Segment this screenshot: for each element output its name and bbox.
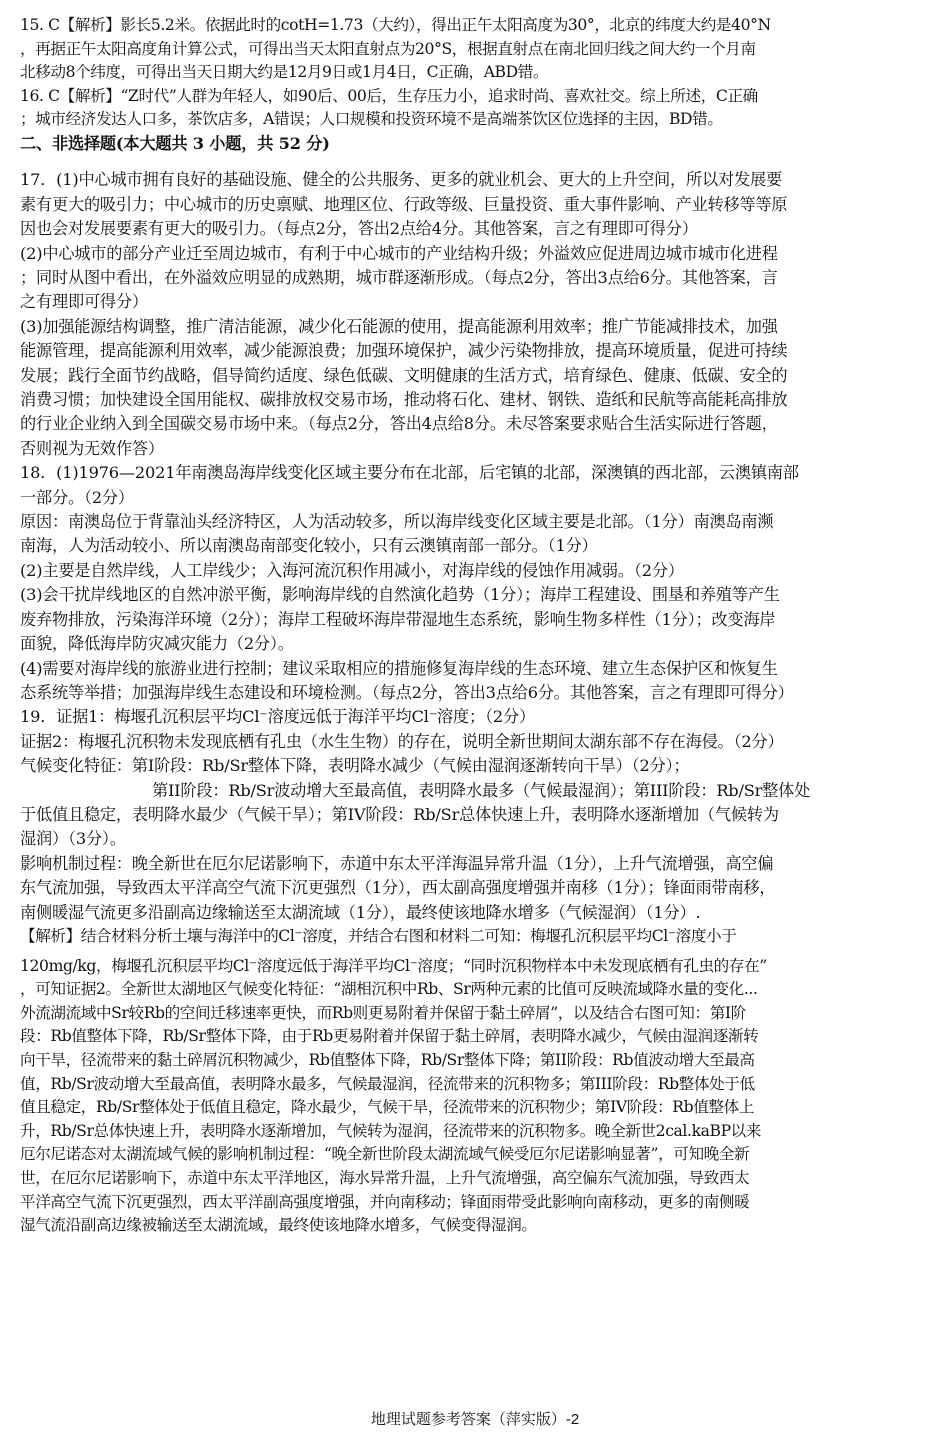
text-line: 东气流加强，导致西太平洋高空气流下沉更强烈（1分），西太副高强度增强并南移（1分）；锋面雨带南移， <box>20 878 776 898</box>
page-footer: 地理试题参考答案（萍实版）-2 <box>370 1411 580 1428</box>
text-line: 南侧暖湿气流更多沿副高边缘输送至太湖流域（1分），最终使该地降水增多（气候湿润）（1分）. <box>20 902 701 922</box>
text-line: 原因：南澳岛位于背靠汕头经济特区，人为活动较多，所以海岸线变化区域主要是北部。（1分）南澳岛南濒 <box>20 512 774 532</box>
answer-sheet <box>20 14 932 1238</box>
text-line: 否则视为无效作答） <box>20 438 164 458</box>
text-line: (2)主要是自然岸线，人工岸线少；入海河流沉积作用减小，对海岸线的侵蚀作用减弱。（2分） <box>20 560 684 580</box>
text-line: 影响机制过程：晚全新世在厄尔尼诺影响下，赤道中东太平洋海温异常升温（1分），上升气流增强，高空偏 <box>20 853 774 873</box>
text-line: ；城市经济发达人口多，茶饮店多，A错误；人口规模和投资环境不是高端茶饮区位选择的主因，BD错。 <box>20 110 723 129</box>
text-line: 湿润）（3分）。 <box>20 829 126 849</box>
text-line: 因也会对发展要素有更大的吸引力。（每点2分，答出2点给4分。其他答案，言之有理即可得分） <box>20 219 698 239</box>
text-line: 于低值且稳定，表明降水最少（气候干旱）；第IV阶段：Rb/Sr总体快速上升，表明降水逐渐增加（气候转为 <box>20 804 779 824</box>
text-line: 120mg/kg，梅堰孔沉积层平均Cl⁻溶度远低于海洋平均Cl⁻溶度；“同时沉积物样本中未发现底栖有孔虫的存在” <box>20 956 767 975</box>
q16-block <box>20 85 932 132</box>
text-line: 外流湖流域中Sr较Rb的空间迁移速率更快，而Rb则更易附着并保留于黏土碎屑”，以及结合右图可知：第I阶 <box>20 1003 746 1022</box>
q18-block <box>20 461 932 705</box>
text-line: 消费习惯；加快建设全国用能权、碳排放权交易市场，推动将石化、建材、钢铁、造纸和民航等高能耗高排放 <box>20 390 788 410</box>
text-line: 17．(1)中心城市拥有良好的基础设施、健全的公共服务、更多的就业机会、更大的上升空间，所以对发展要 <box>20 170 782 190</box>
text-line: 发展；践行全面节约战略，倡导简约适度、绿色低碳、文明健康的生活方式，培育绿色、健康、低碳、安全的 <box>20 365 788 385</box>
text-line: 向干旱，径流带来的黏土碎屑沉积物减少，Rb值整体下降，Rb/Sr整体下降；第II阶段：Rb值波动增大至最高 <box>20 1050 755 1069</box>
text-line: 废弃物排放，污染海洋环境（2分）；海岸工程破坏海岸带湿地生态系统，影响生物多样性（1分）；改变海岸 <box>20 609 776 629</box>
text-line: 19．证据1：梅堰孔沉积层平均Cl⁻溶度远低于海洋平均Cl⁻溶度；（2分） <box>20 707 535 727</box>
text-line: 态系统等举措；加强海岸线生态建设和环境检测。（每点2分，答出3点给6分。其他答案，言之有理即可得分） <box>20 682 794 702</box>
text-line: 北移动8个纬度，可得出当天日期大约是12月9日或1月4日，C正确，ABD错。 <box>20 63 549 82</box>
text-line: 湿气流沿副高边缘被输送至太湖流域，最终使该地降水增多，气候变得湿润。 <box>20 1216 537 1235</box>
text-line: (3)会干扰岸线地区的自然冲淤平衡，影响海岸线的自然演化趋势（1分）；海岸工程建设、围垦和养殖等产生 <box>20 585 780 605</box>
text-line: 一部分。（2分） <box>20 487 134 507</box>
text-line: (3)加强能源结构调整，推广清洁能源，减少化石能源的使用，提高能源利用效率；推广节能减排技术，加强 <box>20 316 778 336</box>
text-line: (4)需要对海岸线的旅游业进行控制；建议采取相应的措施修复海岸线的生态环境、建立生态保护区和恢复生 <box>20 658 778 678</box>
text-line: 厄尔尼诺态对太湖流域气候的影响机制过程：“晚全新世阶段太湖流域气候受厄尔尼诺影响显著”，可知晚全新 <box>20 1145 750 1164</box>
q19-block <box>20 705 932 1237</box>
q17-block <box>20 168 932 461</box>
text-line: 值且稳定，Rb/Sr整体处于低值且稳定，降水最少，气候干旱，径流带来的沉积物少；第IV阶段：Rb值整体上 <box>20 1098 754 1117</box>
text-line: 15. C【解析】影长5.2米。依据此时的cotH=1.73（大约），得出正午太阳高度为30°，北京的纬度大约是40°N <box>20 16 771 34</box>
text-line: 南海，人为活动较小、所以南澳岛南部变化较小，只有云澳镇南部一部分。（1分） <box>20 536 598 556</box>
text-line: ，再据正午太阳高度角计算公式，可得出当天太阳直射点为20°S，根据直射点在南北回归线之间大约一个月南 <box>20 39 756 58</box>
text-line: 值，Rb/Sr波动增大至最高值，表明降水最多，气候最湿润，径流带来的沉积物多；第III阶段：Rb整体处于低 <box>20 1074 755 1093</box>
section-heading: 二、非选择题(本大题共 3 小题，共 52 分) <box>20 133 330 153</box>
text-line: 的行业企业纳入到全国碳交易市场中来。（每点2分，答出4点给8分。未尽答案要求贴合生活实际进行答题， <box>20 414 778 434</box>
text-line: 第II阶段：Rb/Sr波动增大至最高值，表明降水最多（气候最湿润）；第III阶段：Rb/Sr整体处 <box>152 780 811 800</box>
q15-block <box>20 14 932 85</box>
text-line: 素有更大的吸引力；中心城市的历史禀赋、地理区位、行政等级、巨量投资、重大事件影响、产业转移等等原 <box>20 194 788 214</box>
text-line: 证据2：梅堰孔沉积物未发现底栖有孔虫（水生生物）的存在，说明全新世期间太湖东部不存在海侵。（2分） <box>20 731 784 751</box>
text-line: 气候变化特征：第I阶段：Rb/Sr整体下降，表明降水减少（气候由湿润逐渐转向干旱）（2分）； <box>20 756 690 776</box>
text-line: ，可知证据2。全新世太湖地区气候变化特征：“湖相沉积中Rb、Sr两种元素的比值可反映流域降水量的变化... <box>20 980 758 999</box>
text-line: 18．(1)1976—2021年南澳岛海岸线变化区域主要分布在北部，后宅镇的北部，深澳镇的西北部，云澳镇南部 <box>20 463 799 483</box>
analysis-heading-line: 【解析】结合材料分析土壤与海洋中的Cl⁻溶度，并结合右图和材料二可知：梅堰孔沉积层平均Cl⁻溶度小于 <box>20 926 737 945</box>
text-line: ；同时从图中看出，在外溢效应明显的成熟期，城市群逐渐形成。（每点2分，答出3点给6分。其他答案，言 <box>20 268 778 287</box>
text-line: 世，在厄尔尼诺影响下，赤道中东太平洋地区，海水异常升温，上升气流增强，高空偏东气流加强，导致西太 <box>20 1168 750 1187</box>
text-line: 升，Rb/Sr总体快速上升，表明降水逐渐增加，气候转为湿润，径流带来的沉积物多。晚全新世2cal.kaBP以来 <box>20 1121 762 1140</box>
text-line: 16. C【解析】“Z时代”人群为年轻人，如90后、00后，生存压力小，追求时尚、喜欢社交。综上所述，C正确 <box>20 86 758 105</box>
text-line: 平洋高空气流下沉更强烈，西太平洋副高强度增强，并向南移动；锋面雨带受此影响向南移动，更多的南侧暖 <box>20 1192 750 1211</box>
text-line: 段：Rb值整体下降，Rb/Sr整体下降，由于Rb更易附着并保留于黏土碎屑，表明降水减少，气候由湿润逐渐转 <box>20 1027 759 1046</box>
text-line: 面貌，降低海岸防灾减灾能力（2分）。 <box>20 634 294 654</box>
text-line: 之有理即可得分） <box>20 292 148 312</box>
text-line: 能源管理，提高能源利用效率，减少能源浪费；加强环境保护，减少污染物排放，提高环境质量，促进可持续 <box>20 341 788 361</box>
text-line: (2)中心城市的部分产业迁至周边城市，有利于中心城市的产业结构升级；外溢效应促进周边城市城市化进程 <box>20 243 778 263</box>
